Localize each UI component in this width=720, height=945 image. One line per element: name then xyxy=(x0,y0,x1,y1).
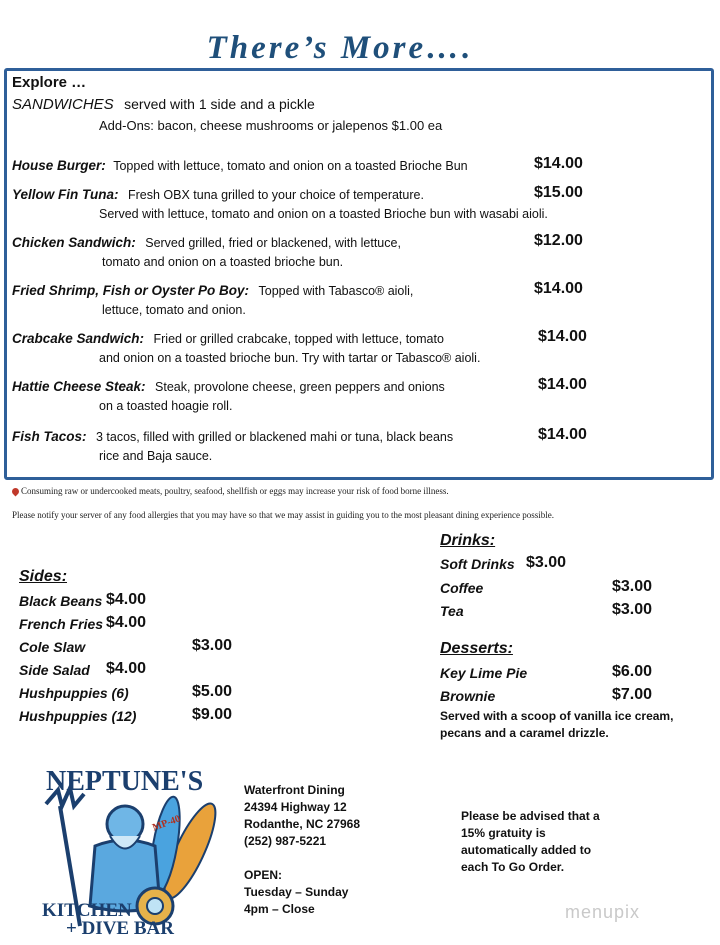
side-price: $4.00 xyxy=(106,591,147,608)
sandwiches-heading: SANDWICHES xyxy=(12,96,114,113)
logo-line2: KITCHEN xyxy=(42,900,132,921)
item-name: Crabcake Sandwich: xyxy=(12,331,145,346)
drink-price: $3.00 xyxy=(612,578,653,595)
dessert-name: Brownie xyxy=(440,688,496,704)
item-name: Chicken Sandwich: xyxy=(12,235,136,250)
disclaimer-raw: Consuming raw or undercooked meats, poultry, seafood, shellfish or eggs may increase your risk of food borne illness. xyxy=(21,486,449,496)
item-price: $14.00 xyxy=(534,280,583,297)
side-price: $4.00 xyxy=(106,660,147,677)
sides-heading: Sides: xyxy=(19,568,68,585)
menu-item xyxy=(12,234,401,252)
info-line: Waterfront Dining xyxy=(244,783,345,797)
drinks-heading: Drinks: xyxy=(440,532,496,549)
drink-name: Coffee xyxy=(440,580,484,596)
item-name: Yellow Fin Tuna: xyxy=(12,187,119,202)
side-name: Hushpuppies (12) xyxy=(19,708,137,724)
desserts-heading: Desserts: xyxy=(440,640,513,657)
menu-item xyxy=(12,282,413,300)
dessert-price: $7.00 xyxy=(612,686,653,703)
logo-line1: NEPTUNE'S xyxy=(46,766,204,797)
side-price: $5.00 xyxy=(192,683,233,700)
item-desc: Served grilled, fried or blackened, with lettuce, xyxy=(145,236,401,250)
menu-item xyxy=(12,330,444,348)
item-desc-2: lettuce, tomato and onion. xyxy=(102,303,246,317)
menu-item xyxy=(12,378,445,396)
side-name: Black Beans xyxy=(19,593,103,609)
item-desc: Fried or grilled crabcake, topped with lettuce, tomato xyxy=(153,332,444,346)
explore-label: Explore … xyxy=(12,74,87,91)
item-desc: Steak, provolone cheese, green peppers and onions xyxy=(155,380,445,394)
item-price: $12.00 xyxy=(534,232,583,249)
item-desc: Topped with Tabasco® aioli, xyxy=(258,284,414,298)
food-warning xyxy=(12,486,449,496)
item-desc: Topped with lettuce, tomato and onion on a toasted Brioche Bun xyxy=(113,159,468,173)
dessert-note: pecans and a caramel drizzle. xyxy=(440,726,609,740)
side-name: French Fries xyxy=(19,616,104,632)
restaurant-info xyxy=(244,782,360,918)
gratuity-line: 15% gratuity is xyxy=(461,826,546,840)
side-name: Hushpuppies (6) xyxy=(19,685,129,701)
hours-time: 4pm – Close xyxy=(244,902,315,916)
side-name: Cole Slaw xyxy=(19,639,86,655)
hours-days: Tuesday – Sunday xyxy=(244,885,349,899)
item-name: House Burger: xyxy=(12,158,106,173)
sandwiches-header xyxy=(12,96,315,114)
drink-price: $3.00 xyxy=(526,554,567,571)
menu-item xyxy=(12,157,468,175)
dessert-note: Served with a scoop of vanilla ice cream, xyxy=(440,709,674,723)
page-title: There’s More…. xyxy=(206,30,474,66)
item-price: $15.00 xyxy=(534,184,583,201)
menu-item xyxy=(12,186,424,204)
gratuity-notice xyxy=(461,808,600,876)
side-price: $4.00 xyxy=(106,614,147,631)
item-desc-2: Served with lettuce, tomato and onion on a toasted Brioche bun with wasabi aioli. xyxy=(99,207,548,221)
item-name: Fish Tacos: xyxy=(12,429,87,444)
watermark: menupix xyxy=(565,902,641,922)
item-price: $14.00 xyxy=(538,426,587,443)
item-desc-2: rice and Baja sauce. xyxy=(99,449,213,463)
logo-line3: + DIVE BAR xyxy=(66,918,174,939)
city-line: Rodanthe, NC 27968 xyxy=(244,817,361,831)
side-price: $9.00 xyxy=(192,706,233,723)
logo-badge: MP-40 xyxy=(150,813,182,834)
dessert-price: $6.00 xyxy=(612,663,653,680)
menu-item xyxy=(12,428,453,446)
item-price: $14.00 xyxy=(538,328,587,345)
gratuity-line: each To Go Order. xyxy=(461,860,565,874)
drink-name: Soft Drinks xyxy=(440,556,515,572)
side-price: $3.00 xyxy=(192,637,233,654)
side-name: Side Salad xyxy=(19,662,90,678)
addons-line: Add-Ons: bacon, cheese mushrooms or jalepenos $1.00 ea xyxy=(99,118,443,133)
dessert-name: Key Lime Pie xyxy=(440,665,528,681)
warning-icon xyxy=(11,487,21,497)
item-price: $14.00 xyxy=(538,376,587,393)
gratuity-line: automatically added to xyxy=(461,843,592,857)
phone-number: (252) 987-5221 xyxy=(244,834,327,848)
disclaimer-allergy: Please notify your server of any food allergies that you may have so that we may assist in guiding you to the most pleasant dining experience possible. xyxy=(12,510,554,520)
item-desc: 3 tacos, filled with grilled or blackened mahi or tuna, black beans xyxy=(95,430,454,444)
drink-name: Tea xyxy=(440,603,464,619)
item-desc: Fresh OBX tuna grilled to your choice of temperature. xyxy=(127,188,424,202)
gratuity-line: Please be advised that a xyxy=(461,809,600,823)
item-price: $14.00 xyxy=(534,155,583,172)
hours-heading: OPEN: xyxy=(244,868,283,882)
item-name: Fried Shrimp, Fish or Oyster Po Boy: xyxy=(12,283,250,298)
drink-price: $3.00 xyxy=(612,601,653,618)
item-name: Hattie Cheese Steak: xyxy=(12,379,146,394)
sandwiches-note: served with 1 side and a pickle xyxy=(124,96,315,112)
item-desc-2: and onion on a toasted brioche bun. Try with tartar or Tabasco® aioli. xyxy=(99,351,481,365)
neptunes-logo xyxy=(40,766,220,938)
item-desc-2: tomato and onion on a toasted brioche bun. xyxy=(102,255,344,269)
item-desc-2: on a toasted hoagie roll. xyxy=(99,399,233,413)
address-line: 24394 Highway 12 xyxy=(244,800,347,814)
